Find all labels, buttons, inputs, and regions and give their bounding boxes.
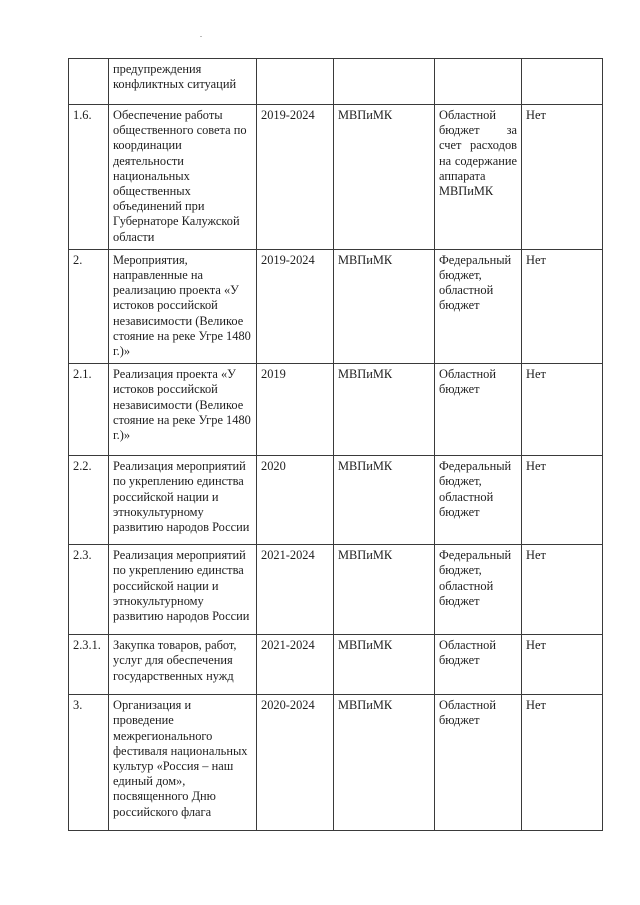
funding-flag: Нет — [522, 635, 603, 695]
table-row — [69, 105, 603, 250]
activity-name: Закупка товаров, работ, услуг для обеспечения государственных нужд — [109, 635, 257, 695]
executor: МВПиМК — [334, 456, 435, 545]
activity-name: Реализация мероприятий по укреплению единства российской нации и этнокультурному развитию народов России — [109, 456, 257, 545]
activity-name: Мероприятия, направленные на реализацию проекта «У истоков российской независимости (Великое стояние на реке Угре 1480 г.)» — [109, 249, 257, 363]
row-number: 3. — [69, 695, 109, 831]
period: 2020-2024 — [257, 695, 334, 831]
period: 2019-2024 — [257, 249, 334, 363]
row-number: 2.2. — [69, 456, 109, 545]
period: 2019 — [257, 364, 334, 456]
funding-flag: Нет — [522, 456, 603, 545]
period: 2021-2024 — [257, 545, 334, 635]
activity-name: Реализация проекта «У истоков российской независимости (Великое стояние на реке Угре 1480 г.)» — [109, 364, 257, 456]
funding-flag: Нет — [522, 545, 603, 635]
row-number — [69, 59, 109, 105]
period: 2020 — [257, 456, 334, 545]
table-row — [69, 59, 603, 105]
row-number: 1.6. — [69, 105, 109, 250]
period — [257, 59, 334, 105]
funding-flag — [522, 59, 603, 105]
executor: МВПиМК — [334, 695, 435, 831]
scan-mark — [200, 36, 202, 37]
table-row — [69, 545, 603, 635]
funding-flag: Нет — [522, 105, 603, 250]
executor: МВПиМК — [334, 105, 435, 250]
executor — [334, 59, 435, 105]
activity-name: Реализация мероприятий по укреплению единства российской нации и этнокультурному развитию народов России — [109, 545, 257, 635]
executor: МВПиМК — [334, 545, 435, 635]
funding-source: Федеральный бюджет, областной бюджет — [435, 249, 522, 363]
row-number: 2.3.1. — [69, 635, 109, 695]
funding-source: Областной бюджет — [435, 364, 522, 456]
table-row — [69, 364, 603, 456]
row-number: 2.1. — [69, 364, 109, 456]
funding-flag: Нет — [522, 695, 603, 831]
activity-name: Обеспечение работы общественного совета по координации деятельности национальных общественных объединений при Губернаторе Калужской области — [109, 105, 257, 250]
funding-source: Федеральный бюджет, областной бюджет — [435, 545, 522, 635]
table-row — [69, 456, 603, 545]
activity-name: Организация и проведение межрегионального фестиваля национальных культур «Россия – наш единый дом», посвященного Дню российского флага — [109, 695, 257, 831]
funding-flag: Нет — [522, 364, 603, 456]
funding-source: Областной бюджет — [435, 695, 522, 831]
period: 2021-2024 — [257, 635, 334, 695]
executor: МВПиМК — [334, 364, 435, 456]
row-number: 2. — [69, 249, 109, 363]
period: 2019-2024 — [257, 105, 334, 250]
table-row — [69, 635, 603, 695]
row-number: 2.3. — [69, 545, 109, 635]
executor: МВПиМК — [334, 635, 435, 695]
table-row — [69, 695, 603, 831]
activity-name: предупреждения конфликтных ситуаций — [109, 59, 257, 105]
funding-source: Федеральный бюджет, областной бюджет — [435, 456, 522, 545]
program-activities-table — [68, 58, 603, 831]
funding-flag: Нет — [522, 249, 603, 363]
funding-source: Областной бюджет — [435, 635, 522, 695]
funding-source: Областной бюджет за счет расходов на содержание аппарата МВПиМК — [435, 105, 522, 250]
table-row — [69, 249, 603, 363]
funding-source — [435, 59, 522, 105]
executor: МВПиМК — [334, 249, 435, 363]
